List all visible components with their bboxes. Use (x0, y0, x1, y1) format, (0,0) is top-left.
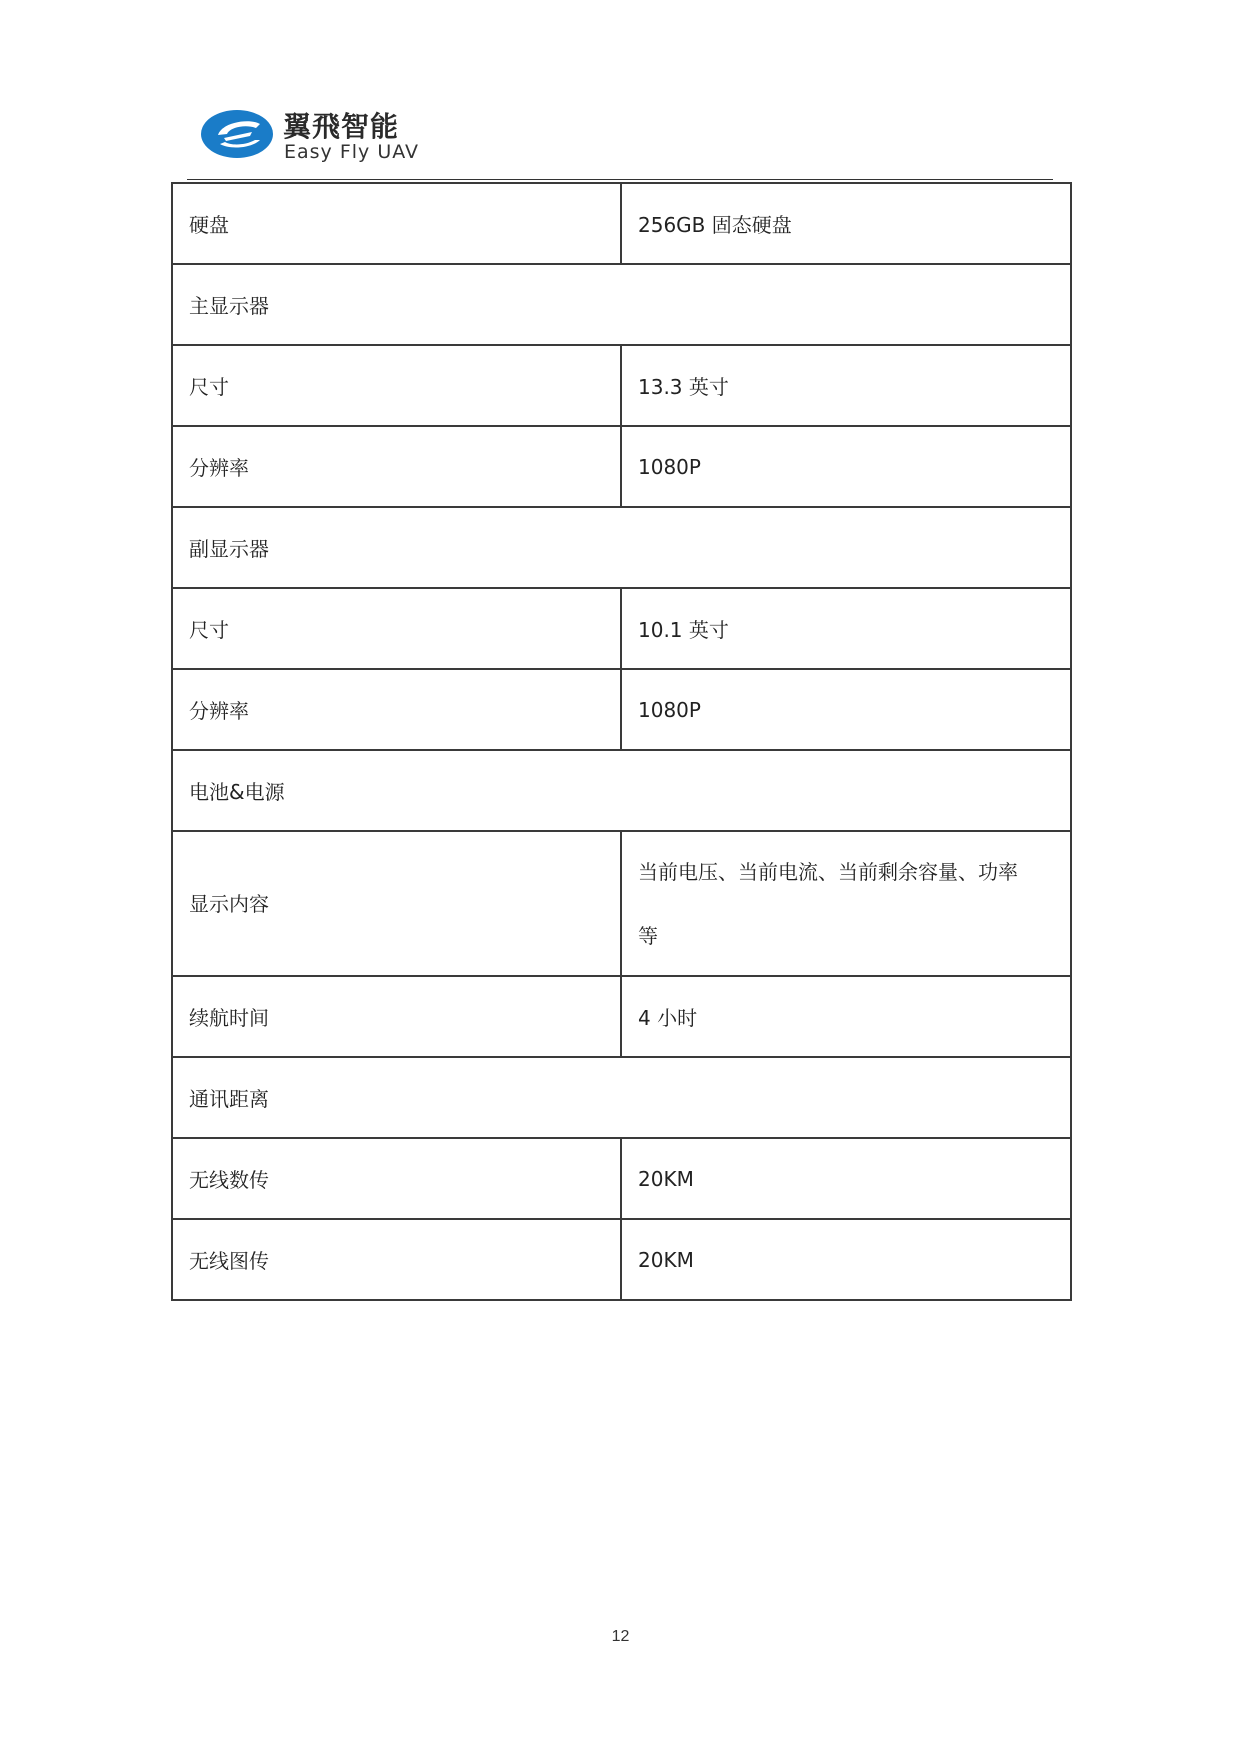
table-row (172, 345, 1071, 426)
spec-value: 1080P (621, 426, 1071, 507)
spec-value: 20KM (621, 1138, 1071, 1219)
table-section-row (172, 264, 1071, 345)
spec-label: 续航时间 (172, 976, 621, 1057)
spec-value: 20KM (621, 1219, 1071, 1300)
spec-label: 尺寸 (172, 588, 621, 669)
spec-value (621, 831, 1071, 976)
table-row (172, 183, 1071, 264)
table-row (172, 669, 1071, 750)
easy-fly-logo-icon (200, 108, 274, 160)
section-heading: 主显示器 (172, 264, 1071, 345)
table-row (172, 426, 1071, 507)
spec-label: 无线图传 (172, 1219, 621, 1300)
page-number: 12 (611, 1628, 630, 1645)
table-row (172, 588, 1071, 669)
spec-value: 10.1 英寸 (621, 588, 1071, 669)
header-divider (187, 179, 1053, 180)
table-row (172, 831, 1071, 976)
spec-label: 无线数传 (172, 1138, 621, 1219)
spec-value: 13.3 英寸 (621, 345, 1071, 426)
spec-label: 尺寸 (172, 345, 621, 426)
logo-name-en: Easy Fly UAV (284, 141, 420, 163)
spec-value: 1080P (621, 669, 1071, 750)
table-row (172, 1219, 1071, 1300)
spec-table (171, 182, 1072, 1301)
spec-label: 分辨率 (172, 426, 621, 507)
spec-value: 4 小时 (621, 976, 1071, 1057)
spec-value-line: 等 (638, 923, 658, 948)
table-row (172, 1138, 1071, 1219)
spec-label: 分辨率 (172, 669, 621, 750)
section-heading: 副显示器 (172, 507, 1071, 588)
spec-value: 256GB 固态硬盘 (621, 183, 1071, 264)
logo-name-cn: 翼飛智能 (283, 110, 400, 143)
section-heading: 通讯距离 (172, 1057, 1071, 1138)
company-logo (200, 108, 440, 164)
table-row (172, 976, 1071, 1057)
spec-value-line: 当前电压、当前电流、当前剩余容量、功率 (638, 859, 1018, 884)
table-section-row (172, 750, 1071, 831)
table-section-row (172, 507, 1071, 588)
table-section-row (172, 1057, 1071, 1138)
section-heading: 电池&电源 (172, 750, 1071, 831)
spec-label: 显示内容 (172, 831, 621, 976)
spec-label: 硬盘 (172, 183, 621, 264)
